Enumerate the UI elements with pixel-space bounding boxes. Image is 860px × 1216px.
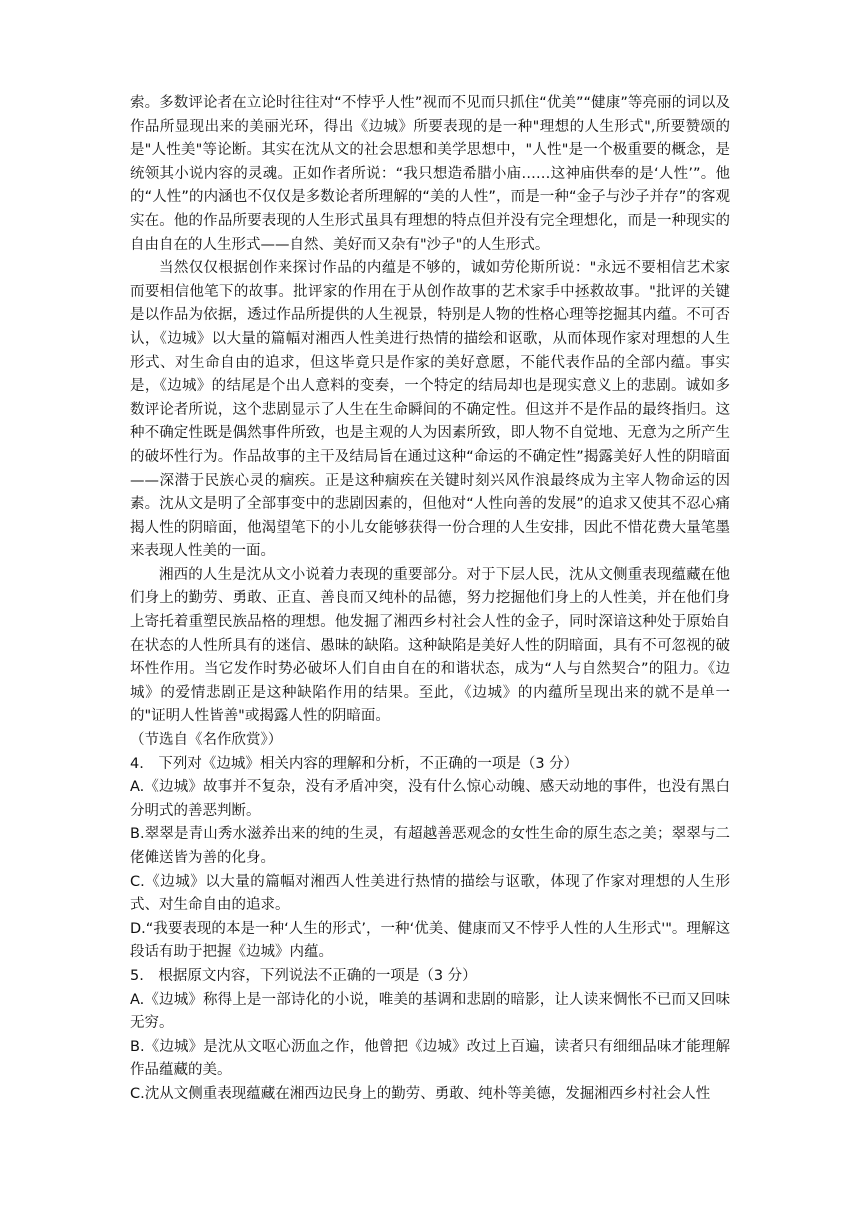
question-5 [130,965,730,1107]
document-page [130,92,730,1107]
body-paragraph-2: 当然仅仅根据创作来探讨作品的内蕴是不够的，诚如劳伦斯所说："永远不要相信艺术家而要相信他笔下的故事。批评家的作用在于从创作故事的艺术家手中拯救故事。"批评的关键是以作品为依据，透过作品所提供的人生视景，特别是人物的性格心理等挖掘其内蕴。不可否认，《边城》以大量的篇幅对湘西人性美进行热情的描绘和讴歌，从而体现作家对理想的人生形式、对生命自由的追求，但这毕竟只是作家的美好意愿，不能代表作品的全部内蕴。事实是，《边城》的结尾是个出人意料的变奏，一个特定的结局却也是现实意义上的悲剧。诚如多数评论者所说，这个悲剧显示了人生在生命瞬间的不确定性。但这并不是作品的最终指归。这种不确定性既是偶然事件所致，也是主观的人为因素所致，即人物不自觉地、无意为之所产生的破坏性行为。作品故事的主干及结局旨在通过这种“命运的不确定性”揭露美好人性的阴暗面——深潜于民族心灵的痼疾。正是这种痼疾在关键时刻兴风作浪最终成为主宰人物命运的因素。沈从文是明了全部事变中的悲剧因素的，但他对“人性向善的发展”的追求又使其不忍心痛揭人性的阴暗面，他渴望笔下的小儿女能够获得一份合理的人生安排，因此不惜花费大量笔墨来表现人性美的一面。 [130,260,730,560]
body-paragraph-3: 湘西的人生是沈从文小说着力表现的重要部分。对于下层人民，沈从文侧重表现蕴藏在他们身上的勤劳、勇敢、正直、善良而又纯朴的品德，努力挖掘他们身上的人性美，并在他们身上寄托着重塑民族品格的理想。他发掘了湘西乡村社会人性的金子，同时深谙这种处于原始自在状态的人性所具有的迷信、愚昧的缺陷。这种缺陷是美好人性的阴暗面，具有不可忽视的破坏性作用。当它发作时势必破坏人们自由自在的和谐状态，成为“人与自然契合”的阻力。《边城》的爱情悲剧正是这种缺陷作用的结果。至此，《边城》的内蕴所呈现出来的就不是单一的"证明人性皆善"或揭露人性的阴暗面。 [130,566,730,725]
body-paragraph-1: 索。多数评论者在立论时往往对“不悖乎人性”视而不见而只抓住“优美”“健康”等亮丽的词以及作品所显现出来的美丽光环，得出《边城》所要表现的是一种"理想的人生形式",所要赞颂的是"人性美"等论断。其实在沈从文的社会思想和美学思想中，"人性"是一个极重要的概念，是统领其小说内容的灵魂。正如作者所说：“我只想造希腊小庙……这神庙供奉的是‘人性’”。他的“人性”的内涵也不仅仅是多数论者所理解的“美的人性”，而是一种“金子与沙子并存”的客观实在。他的作品所要表现的人生形式虽具有理想的特点但并没有完全理想化，而是一种现实的自由自在的人生形式——自然、美好而又杂有"沙子"的人生形式。 [130,95,730,253]
source-note: （节选自《名作欣赏》） [130,732,283,749]
option-b: B.《边城》是沈从文呕心沥血之作，他曾把《边城》改过上百遍，读者只有细细品味才能理解作品蕴藏的美。 [130,1038,730,1079]
option-c: C.沈从文侧重表现蕴藏在湘西边民身上的勤劳、勇敢、纯朴等美德，发掘湘西乡村社会人性 [130,1085,711,1102]
option-c: C.《边城》以大量的篇幅对湘西人性美进行热情的描绘与讴歌，体现了作家对理想的人生形式、对生命自由的追求。 [130,873,730,914]
option-a: A.《边城》称得上是一部诗化的小说，唯美的基调和悲剧的暗影，让人读来惆怅不已而又回味无穷。 [130,991,730,1032]
question-stem: 4. 下列对《边城》相关内容的理解和分析，不正确的一项是（3 分） [130,755,579,772]
option-d: D.“我要表现的本是一种‘人生的形式’，一种‘优美、健康而又不悖乎人性的人生形式'"。理解这段话有助于把握《边城》内蕴。 [130,920,730,961]
question-4 [130,753,730,965]
question-stem: 5. 根据原文内容，下列说法不正确的一项是（3 分） [130,967,477,984]
option-b: B.翠翠是青山秀水滋养出来的纯的生灵，有超越善恶观念的女性生命的原生态之美；翠翠与二佬傩送皆为善的化身。 [130,826,730,866]
option-a: A.《边城》故事并不复杂，没有矛盾冲突，没有什么惊心动魄、感天动地的事件，也没有黑白分明式的善恶判断。 [130,779,730,819]
